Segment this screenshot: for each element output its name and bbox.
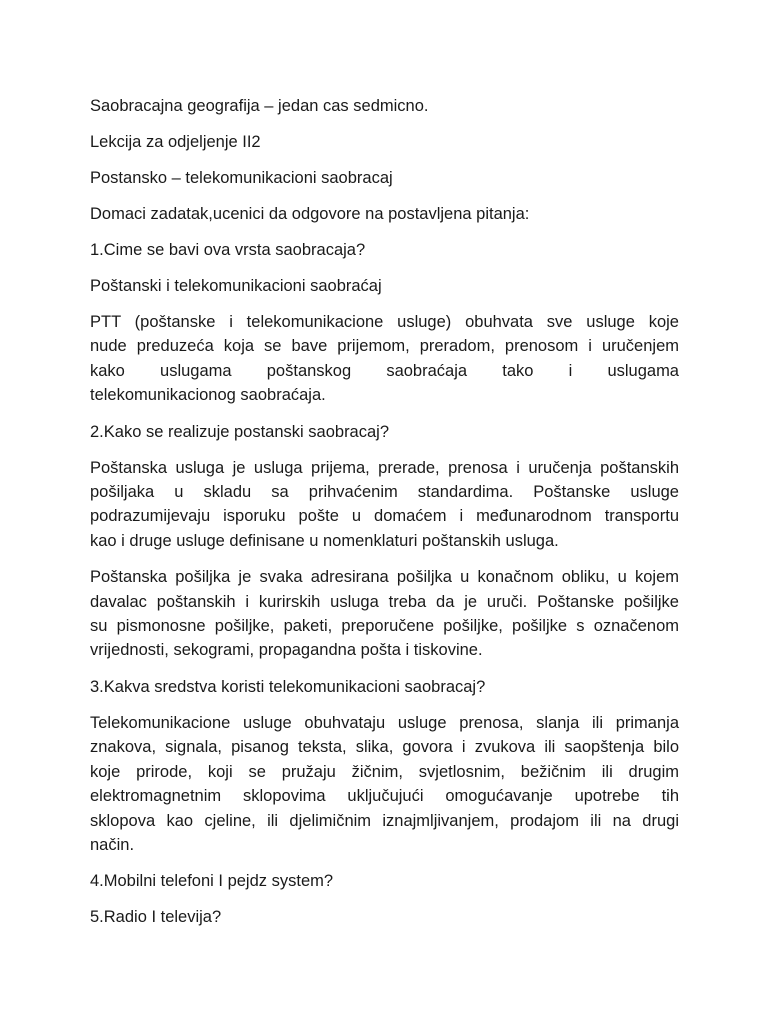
homework-instruction: Domaci zadatak,ucenici da odgovore na postavljena pitanja: [90, 205, 530, 223]
document-page [90, 94, 679, 941]
paragraph-line: podrazumijevaju isporuku pošte u domaćem i međunarodnom transportu [90, 507, 679, 526]
paragraph-line: Telekomunikacione usluge obuhvataju usluge prenosa, slanja ili primanja [90, 713, 679, 732]
paragraph-line: sklopova kao cjeline, ili djelimičnim iznajmljivanjem, prodajom ili na drugi [90, 811, 679, 830]
paragraph-line: pošiljaka u skladu sa prihvaćenim standardima. Poštanske usluge [90, 483, 679, 502]
paragraph-line: Poštanska pošiljka je svaka adresirana pošiljka u konačnom obliku, u kojem [90, 568, 679, 587]
paragraph-line: su pismonosne pošiljke, paketi, preporučene pošiljke, pošiljke s označenom [90, 617, 679, 636]
answer-paragraph-4 [90, 711, 679, 857]
question-5: 5.Radio I televija? [90, 908, 222, 927]
lesson-class: Lekcija za odjeljenje II2 [90, 133, 261, 151]
paragraph-line: kako uslugama poštanskog saobraćaja tako i uslugama [90, 361, 679, 380]
question-4: 4.Mobilni telefoni I pejdz system? [90, 872, 334, 891]
paragraph-line: način. [90, 835, 135, 854]
question-1: 1.Cime se bavi ova vrsta saobracaja? [90, 241, 366, 259]
paragraph-line: vrijednosti, sekogrami, propagandna pošta i tiskovine. [90, 641, 483, 660]
paragraph-line: telekomunikacionog saobraćaja. [90, 386, 326, 405]
answer-paragraph-3 [90, 565, 679, 663]
paragraph-line: nude preduzeća koja se bave prijemom, preradom, prenosom i uručenjem [90, 337, 679, 356]
lesson-topic: Postansko – telekomunikacioni saobracaj [90, 169, 393, 187]
question-3: 3.Kakva sredstva koristi telekomunikacioni saobracaj? [90, 677, 486, 696]
answer-paragraph-1 [90, 310, 679, 408]
document-title: Saobracajna geografija – jedan cas sedmicno. [90, 97, 429, 115]
section-heading: Poštanski i telekomunikacioni saobraćaj [90, 277, 382, 295]
paragraph-line: kao i druge usluge definisane u nomenklaturi poštanskih usluga. [90, 531, 559, 550]
paragraph-line: davalac poštanskih i kurirskih usluga treba da je uruči. Poštanske pošiljke [90, 592, 679, 611]
paragraph-line: znakova, signala, pisanog teksta, slika, govora i zvukova ili saopštenja bilo [90, 738, 679, 757]
paragraph-line: elektromagnetnim sklopovima uključujući omogućavanje upotrebe tih [90, 787, 679, 806]
paragraph-line: koje prirode, koji se pružaju žičnim, svjetlosnim, bežičnim ili drugim [90, 762, 679, 781]
paragraph-line: PTT (poštanske i telekomunikacione usluge) obuhvata sve usluge koje [90, 313, 679, 331]
question-2: 2.Kako se realizuje postanski saobracaj? [90, 422, 390, 441]
answer-paragraph-2 [90, 456, 679, 554]
paragraph-line: Poštanska usluga je usluga prijema, prerade, prenosa i uručenja poštanskih [90, 458, 679, 477]
